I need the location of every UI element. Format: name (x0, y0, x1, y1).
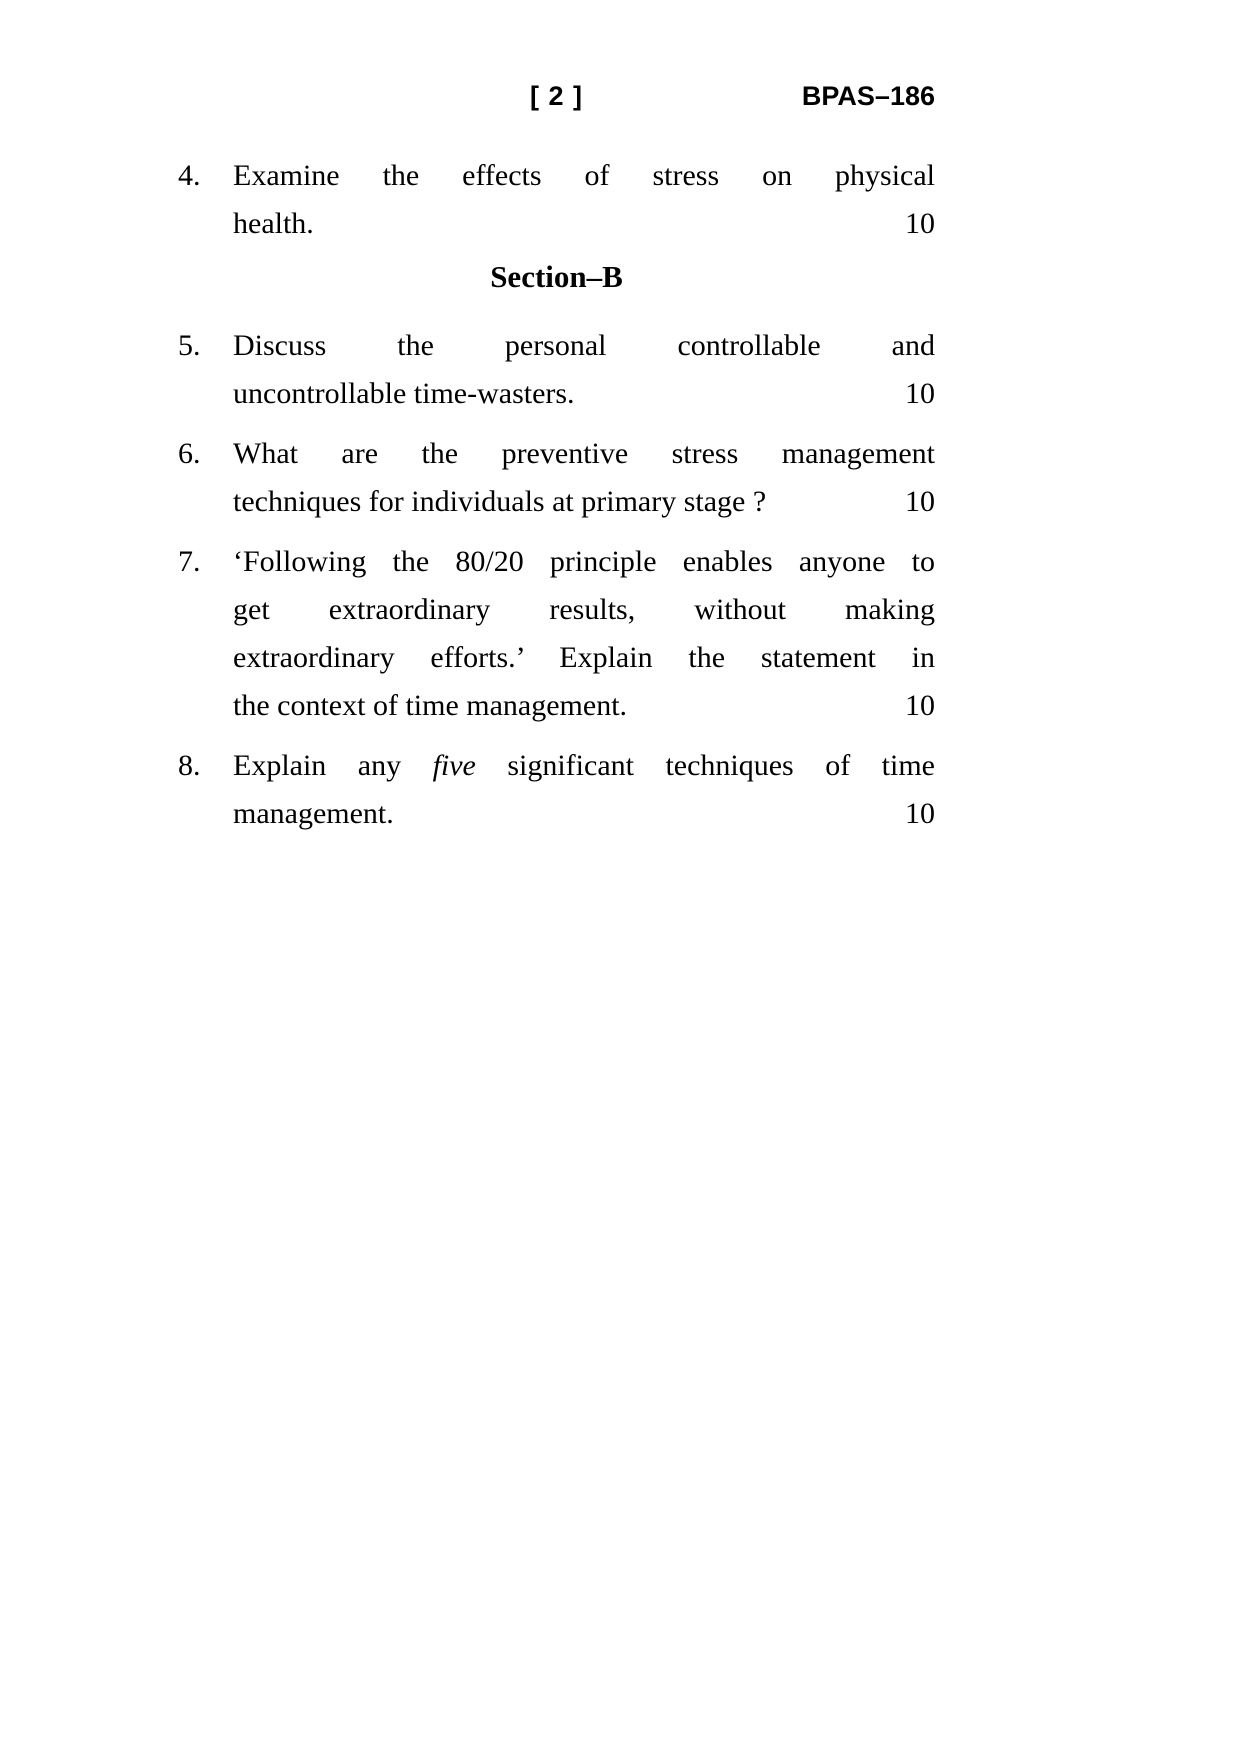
question-7-last-line (233, 682, 935, 730)
question-4-line-2: health. (233, 207, 314, 240)
question-6-marks: 10 (905, 485, 935, 518)
section-heading: Section–B (490, 259, 623, 294)
question-6-body (233, 430, 935, 526)
paper-code: BPAS–186 (801, 81, 935, 111)
question-5-line-2: uncontrollable time-wasters. (233, 377, 575, 410)
question-4 (178, 152, 935, 248)
question-4-last-line (233, 200, 935, 248)
question-5-last-line (233, 370, 935, 418)
question-4-body (233, 152, 935, 248)
question-8-italic-word: five (432, 749, 476, 782)
question-6 (178, 430, 935, 526)
question-8-number: 8. (178, 749, 201, 782)
question-8 (178, 742, 935, 838)
question-6-last-line (233, 478, 935, 526)
question-8-body (233, 742, 935, 838)
question-7 (178, 538, 935, 730)
question-7-line-2: get extraordinary results, without making (233, 593, 935, 626)
question-8-line-1 (233, 742, 935, 790)
question-8-line-1-post: significant techniques of time (475, 749, 935, 782)
question-6-line-1: What are the preventive stress management (233, 437, 935, 470)
question-7-body (233, 538, 935, 730)
page-number: [ 2 ] (529, 81, 583, 111)
question-8-line-1-pre: Explain any (233, 749, 433, 782)
question-6-number: 6. (178, 437, 201, 470)
question-8-marks: 10 (905, 797, 935, 830)
question-8-last-line (233, 790, 935, 838)
question-7-marks: 10 (905, 689, 935, 722)
question-7-line-1: ‘Following the 80/20 principle enables anyone to (233, 545, 935, 578)
questions-list (178, 152, 935, 838)
question-4-marks: 10 (905, 207, 935, 240)
question-5-number: 5. (178, 329, 201, 362)
question-5 (178, 322, 935, 418)
question-4-line-1: Examine the effects of stress on physical (233, 159, 935, 192)
question-5-marks: 10 (905, 377, 935, 410)
question-7-number: 7. (178, 545, 201, 578)
question-6-line-2: techniques for individuals at primary stage ? (233, 485, 767, 518)
question-4-number: 4. (178, 159, 201, 192)
page-header (178, 80, 935, 112)
question-7-line-3: extraordinary efforts.’ Explain the statement in (233, 641, 935, 674)
question-8-line-2: management. (233, 797, 394, 830)
question-5-body (233, 322, 935, 418)
question-5-line-1: Discuss the personal controllable and (233, 329, 935, 362)
question-7-line-4: the context of time management. (233, 689, 628, 722)
